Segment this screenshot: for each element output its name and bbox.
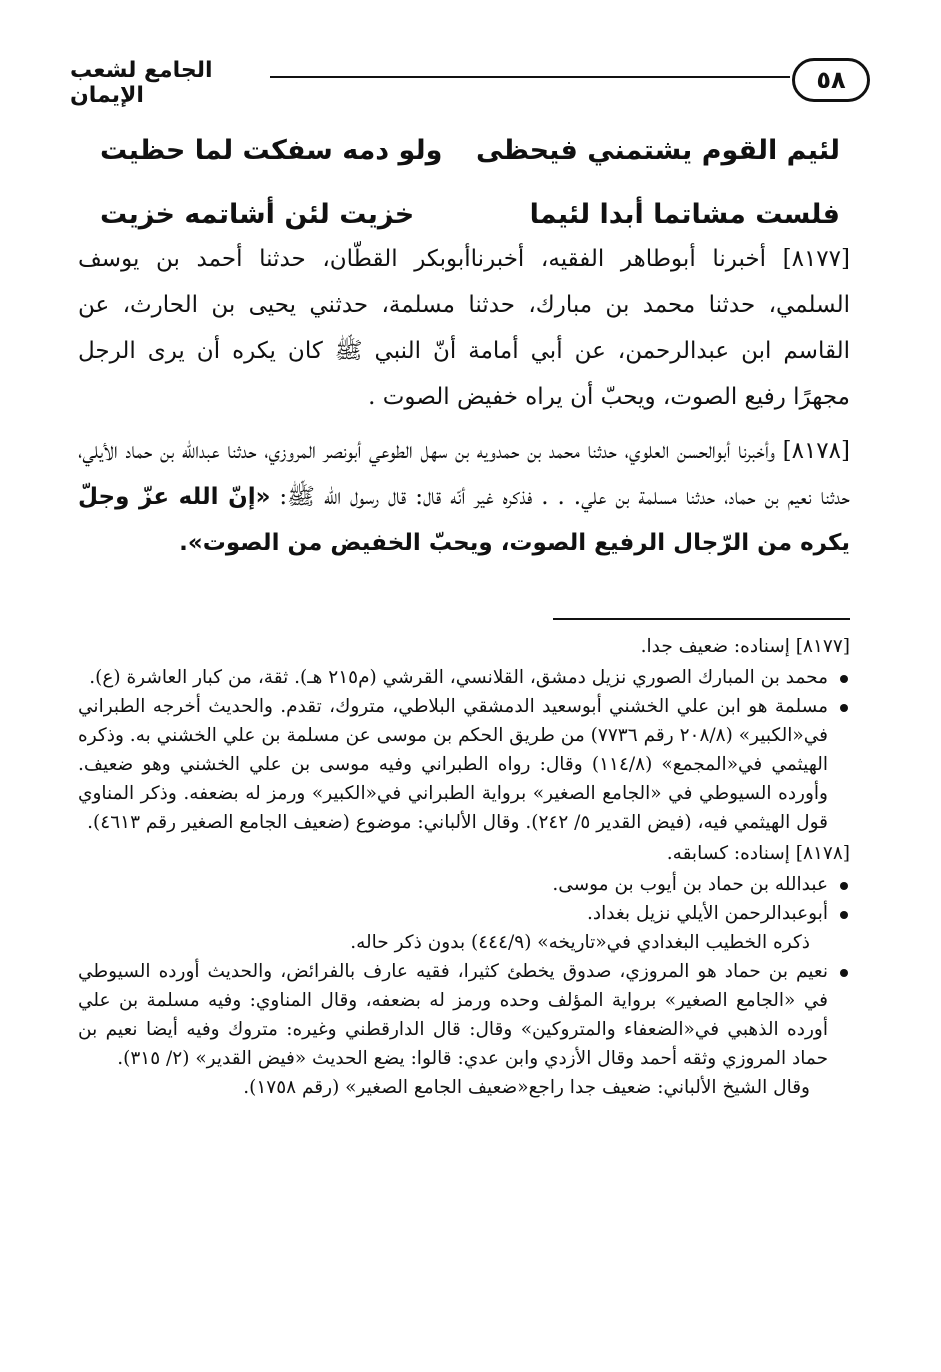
verse-1 — [100, 118, 840, 182]
list-item: عبدالله بن حماد بن أيوب بن موسى. — [78, 870, 850, 899]
note-8177-list — [78, 663, 850, 837]
hadith-8177: [٨١٧٧] أخبرنا أبوطاهر الفقيه، أخبرناأبوبكر القطّان، حدثنا أحمد بن يوسف السلمي، حدثنا محمد بن مبارك، حدثنا مسلمة، حدثني يحيى بن الحارث، عن القاسم ابن عبدالرحمن، عن أبي أمامة أنّ النبي ﷺ كان يكره أن يرى الرجل مجهرًا رفيع الصوت، ويحبّ أن يراه خفيض الصوت . — [78, 246, 850, 410]
main-text — [78, 236, 850, 574]
footnote-separator — [553, 618, 850, 620]
footnotes — [78, 630, 850, 1102]
hadith-8178-quote: «إنّ الله عزّ وجلّ يكره من الرّجال الرفيع الصوت، ويحبّ الخفيض من الصوت». — [78, 484, 850, 556]
verse-2-right-hemistich: فلست مشاتما أبدا لئيما — [529, 198, 840, 230]
page-number: ٥٨ — [792, 58, 870, 102]
bullet-icon — [840, 969, 848, 977]
note-8178-list-2 — [78, 957, 850, 1073]
page-header — [70, 52, 870, 107]
note-8177-heading: [٨١٧٧] إسناده: ضعيف جدا. — [640, 636, 850, 657]
verse-1-left-hemistich: ولو دمه سفكت لما حظيت — [100, 134, 443, 166]
header-rule — [270, 76, 790, 78]
list-item: أبوعبدالرحمن الأيلي نزيل بغداد. — [78, 899, 850, 928]
poem — [100, 118, 840, 246]
hadith-8178 — [78, 428, 850, 566]
note-8178-heading: [٨١٧٨] إسناده: كسابقه. — [666, 843, 850, 864]
verse-1-right-hemistich: لئيم القوم يشتمني فيحظى — [476, 134, 840, 166]
bullet-icon — [840, 675, 848, 683]
verse-2-left-hemistich: خزيت لئن أشاتمه خزيت — [100, 198, 415, 230]
bullet-icon — [840, 704, 848, 712]
hadith-8178-chain: [٨١٧٨] وأخبرنا أبوالحسن العلوي، حدثنا محمد بن حمدويه بن سهل الطوعي أبونصر المروزي، حدثنا عبدالله بن حماد الأيلي، حدثنا نعيم بن حماد، حدثنا مسلمة بن علي. . . فذكره غير أنّه قال: قال رسول الله ﷺ: — [78, 438, 850, 510]
running-title: الجامع لشعب الإيمان — [70, 58, 213, 108]
list-item: محمد بن المبارك الصوري نزيل دمشق، القلانسي، القرشي (م٢١٥ هـ). ثقة، من كبار العاشرة (ع). — [78, 663, 850, 692]
list-item: مسلمة هو ابن علي الخشني أبوسعيد الدمشقي البلاطي، متروك، تقدم. والحديث أخرجه الطبراني في«الكبير» (٢٠٨/٨ رقم ٧٧٣٦) من طريق الحكم بن موسى عن مسلمة بن علي الخشني به. وذكره الهيثمي في«المجمع» (١١٤/٨) وقال: رواه الطبراني وفيه موسى بن علي الخشني وهو ضعيف. وأورده السيوطي في «الجامع الصغير» برواية الطبراني في«الكبير» ورمز له بضعفه. وذكر المناوي قول الهيثمي فيه، (فيض القدير ٥/ ٢٤٢). وقال الألباني: موضوع (ضعيف الجامع الصغير رقم ٤٦١٣). — [78, 692, 850, 837]
bullet-icon — [840, 911, 848, 919]
list-item: نعيم بن حماد هو المروزي، صدوق يخطئ كثيرا، فقيه عارف بالفرائض، والحديث أورده السيوطي في «الجامع الصغير» برواية المؤلف وحده ورمز له بضعفه، وقال المناوي: وفيه مسلمة بن علي أورده الذهبي في«الضعفاء والمتروكين» وقال: قال الدارقطني وغيره: متروك وفيه أيضا نعيم بن حماد المروزي وثقه أحمد وقال الأزدي وابن عدي: قالوا: يضع الحديث «فيض القدير» (٢/ ٣١٥). — [78, 957, 850, 1073]
note-8178-list — [78, 870, 850, 928]
closing-note: وقال الشيخ الألباني: ضعيف جدا راجع«ضعيف الجامع الصغير» (رقم ١٧٥٨). — [243, 1077, 810, 1098]
bullet-icon — [840, 882, 848, 890]
note-8178-sub: ذكره الخطيب البغدادي في«تاريخه» (٤٤٤/٩) بدون ذكر حاله. — [350, 932, 810, 953]
